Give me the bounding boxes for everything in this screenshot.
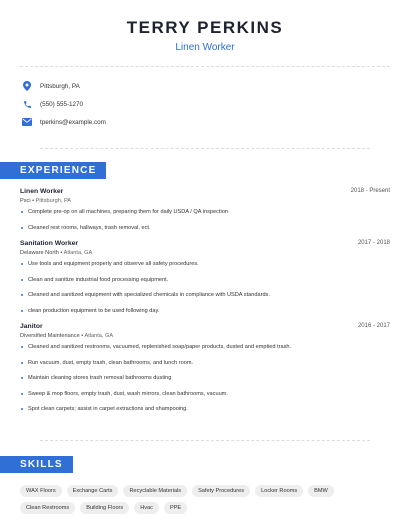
skill-chip: BMW — [308, 485, 334, 497]
resume-header — [0, 0, 410, 53]
contact-divider — [40, 148, 370, 149]
experience-section — [20, 188, 390, 422]
mail-icon — [22, 117, 32, 127]
list-item: Clean and sanitize industrial food processing equipment. — [20, 277, 390, 283]
job-bullets — [20, 261, 390, 314]
job-dates: 2018 - Present — [350, 188, 390, 194]
skill-chip: Clean Restrooms — [20, 502, 75, 514]
job-city: Atlanta, GA — [63, 250, 93, 256]
job-entry: Janitor 2016 - 2017 Diversified Maintenance • Atlanta, GA Cleaned and sanitized restrooms, vacuumed, replenished soap/paper products, dusted and emptied trash. Run vacuum, dust, empty trash, clean bathrooms, and lunch room. Maintain cleaning stores trash removal bathrooms dusting Sweep & mop floors, empty trash, dust, wash mirrors, clean bathrooms, vacuum. Spot clean carpets; assist in carpet extractions and shampooing. — [20, 323, 390, 412]
job-company: Delaware North — [20, 250, 59, 256]
candidate-name: TERRY PERKINS — [126, 18, 284, 37]
list-item: Maintain cleaning stores trash removal bathrooms dusting — [20, 375, 390, 381]
contact-email — [22, 113, 410, 131]
list-item: Complete pre-op on all machines, preparing them for daily USDA / QA inspection — [20, 209, 390, 215]
experience-heading: EXPERIENCE — [0, 162, 106, 179]
skill-chip: Building Floors — [80, 502, 129, 514]
job-city: Pittsburgh, PA — [35, 198, 71, 204]
skill-chip: Recyclable Materials — [123, 485, 187, 497]
job-title: Janitor — [20, 323, 43, 330]
job-entry: Sanitation Worker 2017 - 2018 Delaware North • Atlanta, GA Use tools and equipment properly and observe all safety procedures. Clean and sanitize industrial food processing equipment. Cleaned and sanitized equipment with specialized chemicals in compliance with USDA standards. clean production equipment to be used following day. — [20, 240, 390, 314]
list-item: clean production equipment to be used following day. — [20, 308, 390, 314]
contact-location — [22, 77, 410, 95]
job-company: Diversified Maintenance — [20, 333, 80, 339]
list-item: Spot clean carpets; assist in carpet extractions and shampooing. — [20, 406, 390, 412]
skills-heading: SKILLS — [0, 456, 73, 473]
job-dates: 2016 - 2017 — [357, 323, 390, 329]
list-item: Cleaned rest rooms, hallways, trash removal, ect. — [20, 225, 390, 231]
experience-divider — [40, 440, 370, 441]
skill-chip: Locker Rooms — [255, 485, 303, 497]
skill-chip: Hvac — [134, 502, 159, 514]
skill-chip: WAX Floors — [20, 485, 62, 497]
job-bullets — [20, 209, 390, 231]
job-city: Atlanta, GA — [84, 333, 114, 339]
list-item: Cleaned and sanitized equipment with specialized chemicals in compliance with USDA standards. — [20, 292, 390, 298]
email-text: tperkins@example.com — [40, 118, 106, 126]
map-pin-icon — [22, 81, 32, 91]
job-entry: Linen Worker 2018 - Present Psci • Pittsburgh, PA Complete pre-op on all machines, preparing them for daily USDA / QA inspection Cleaned rest rooms, hallways, trash removal, ect. — [20, 188, 390, 231]
candidate-role: Linen Worker — [175, 42, 235, 53]
location-text: Pittsburgh, PA — [40, 82, 80, 90]
job-dates: 2017 - 2018 — [357, 240, 390, 246]
list-item: Use tools and equipment properly and observe all safety procedures. — [20, 261, 390, 267]
list-item: Sweep & mop floors, empty trash, dust, wash mirrors, clean bathrooms, vacuum. — [20, 391, 390, 397]
phone-icon — [22, 99, 32, 109]
skill-chip: PPE — [164, 502, 187, 514]
job-title: Sanitation Worker — [20, 240, 79, 247]
job-bullets — [20, 344, 390, 412]
job-title: Linen Worker — [20, 188, 64, 195]
skills-list — [20, 485, 390, 514]
skill-chip: Safety Procedures — [192, 485, 250, 497]
skill-chip: Exchange Carts — [67, 485, 119, 497]
job-company: Psci — [20, 198, 31, 204]
phone-text: (550) 555-1270 — [40, 100, 84, 108]
list-item: Cleaned and sanitized restrooms, vacuumed, replenished soap/paper products, dusted and emptied trash. — [20, 344, 390, 350]
contact-list — [0, 67, 410, 131]
list-item: Run vacuum, dust, empty trash, clean bathrooms, and lunch room. — [20, 360, 390, 366]
contact-phone — [22, 95, 410, 113]
